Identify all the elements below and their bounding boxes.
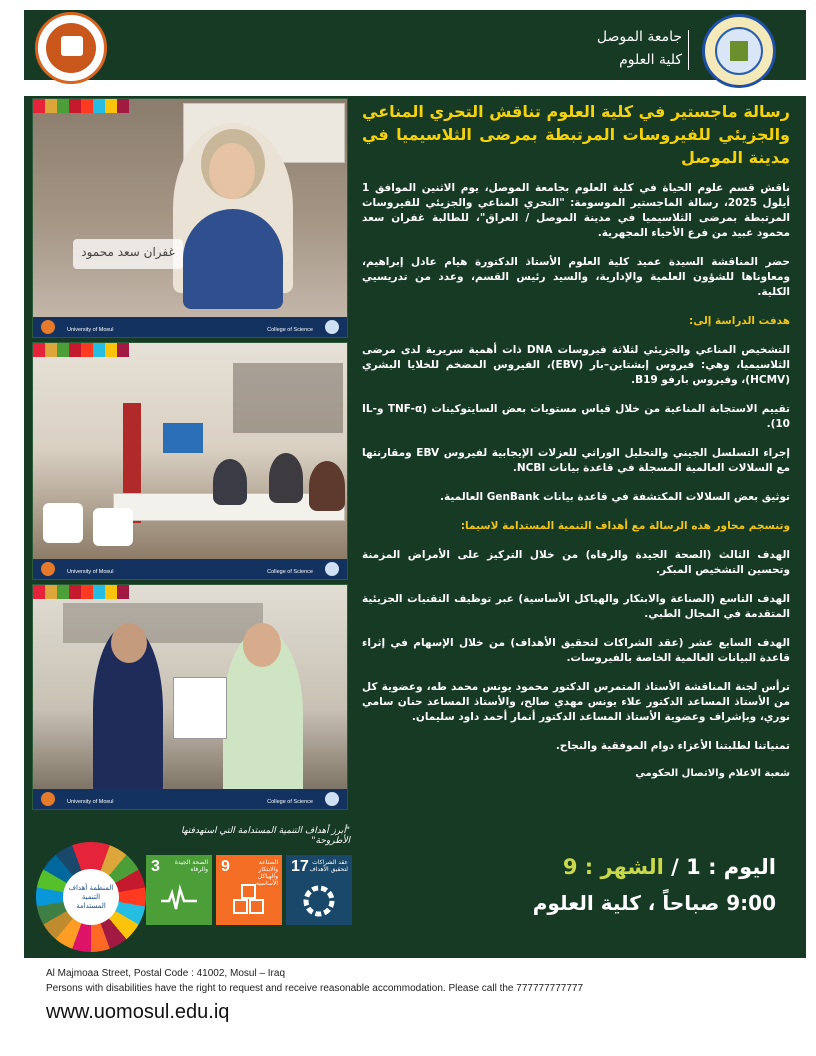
college-emblem-icon — [35, 12, 107, 84]
university-name: جامعة الموصل — [596, 29, 682, 45]
objective-diagnosis: التشخيص المناعي والجزيئي لثلاثة فيروسات DNA ذات أهمية سريرية لدى مرضى الثلاسيميا، وهي: فيروس إبشتاين–بار (EBV)، الفيروس المضخم للخلايا البشري (HCMV)، وفيروس بارفو B19. — [362, 344, 790, 386]
sdg-wheel-icon — [36, 842, 146, 952]
sdg-goal-label: الصناعة والابتكار والهياكل الأساسية — [256, 859, 278, 887]
sdg-heading: وتنسجم محاور هذه الرسالة مع أهداف التنمية المستدامة لاسيما: — [460, 520, 790, 532]
sdg-goal-3-tile — [146, 855, 212, 925]
article-title: رسالة ماجستير في كلية العلوم تناقش التحري المناعي والجزيئي للفيروسات المرتبطة بمرضى الثلاسيميا في مدينة الموصل — [362, 102, 790, 167]
objectives-heading: هدفت الدراسة إلى: — [689, 315, 790, 327]
nameplate-text: غفران سعد محمود — [81, 245, 175, 259]
banner-college-text: College of Science — [267, 799, 313, 805]
sdg-goal-label: عقد الشراكات لتحقيق الأهداف — [309, 859, 348, 873]
sdg-caption: "أبرز أهداف التنمية المستدامة التي استهدفتها الأطروحة" — [180, 826, 350, 846]
sdg-goal-17-tile — [286, 855, 352, 925]
banner-university-text: University of Mosul — [67, 327, 114, 333]
partnership-ring-icon — [299, 883, 339, 919]
header-divider — [688, 30, 689, 70]
paragraph-attendance: حضر المناقشة السيدة عميد كلية العلوم الأستاذ الدكتورة هيام عادل إبراهيم، ومعاوناها للشؤون العلمية والإدارية، والسيد رئيس القسم، وعدد من تدريسيي الكلية. — [362, 256, 790, 298]
goal-three-text: الهدف الثالث (الصحة الجيدة والرفاه) من خلال التركيز على الأمراض المزمنة وتحسين التشخيص المبكر. — [362, 549, 790, 576]
photo-banner — [33, 317, 347, 337]
goal-nine-text: الهدف التاسع (الصناعة والابتكار والهياكل الأساسية) عبر توظيف التقنيات الجزيئية المتقدمة في المجال الطبي. — [362, 593, 790, 620]
objective-genbank: توثيق بعض السلالات المكتشفة في قاعدة بيانات GenBank العالمية. — [440, 491, 790, 503]
date-line — [563, 855, 776, 879]
sdg-color-strip — [33, 99, 129, 113]
heartbeat-icon — [159, 883, 199, 913]
website-link[interactable]: www.uomosul.edu.iq — [46, 1001, 230, 1023]
sdg-goal-number: 17 — [291, 858, 309, 875]
sdg-wheel-text: المنظمة أهداف التنمية المستدامة — [68, 883, 114, 910]
objective-immune-response: تقييم الاستجابة المناعية من خلال قياس مستويات بعض السايتوكينات (TNF-α وIL-10). — [362, 403, 790, 430]
cubes-icon — [229, 883, 269, 919]
student-portrait-photo — [32, 98, 348, 338]
committee-photo — [32, 342, 348, 580]
day-label: اليوم : 1 / — [671, 855, 776, 879]
media-department: شعبة الاعلام والاتصال الحكومي — [635, 768, 790, 779]
goal-seventeen-text: الهدف السابع عشر (عقد الشراكات لتحقيق الأهداف) من خلال الإسهام في إثراء قاعدة البيانات العالمية الخاصة بالفيروسات. — [362, 637, 790, 664]
sdg-goal-label: الصحة الجيدة والرفاه — [174, 859, 208, 873]
footer-address: Al Majmoaa Street, Postal Code : 41002, Mosul – Iraq — [46, 968, 286, 979]
banner-university-text: University of Mosul — [67, 799, 114, 805]
month-label: الشهر : 9 — [562, 855, 664, 879]
photo-banner — [33, 559, 347, 579]
university-emblem-icon — [702, 14, 776, 88]
photo-banner — [33, 789, 347, 809]
sdg-goal-number: 9 — [221, 858, 230, 875]
banner-college-text: College of Science — [267, 327, 313, 333]
banner-college-text: College of Science — [267, 569, 313, 575]
footer-accessibility-note: Persons with disabilities have the right to request and receive reasonable accommodation. Please call the 777777777777 — [46, 983, 584, 994]
sdg-color-strip — [33, 585, 129, 599]
paragraph-intro: ناقش قسم علوم الحياة في كلية العلوم بجامعة الموصل، يوم الاثنين الموافق 1 أيلول 2025، رسالة الماجستير الموسومة: "التحري المناعي والجزيئي للفيروسات المرتبطة بمرضى الثلاسيميا في مدينة الموصل / العراق"، للطالبة غفران سعد محمود عبيد من فرع الأحياء المجهرية. — [362, 182, 790, 239]
article-body — [362, 100, 790, 783]
paragraph-wishes: تمنياتنا لطلبتنا الأعزاء دوام الموفقية والنجاح. — [555, 740, 790, 752]
banner-university-text: University of Mosul — [67, 569, 114, 575]
objective-sequencing: إجراء التسلسل الجيني والتحليل الوراثي للعزلات الإيجابية لفيروس EBV ومقارنتها مع السلالات العالمية المسجلة في قاعدة بيانات NCBI. — [362, 447, 790, 474]
sdg-color-strip — [33, 343, 129, 357]
sdg-goal-9-tile — [216, 855, 282, 925]
paragraph-committee: ترأس لجنة المناقشة الأستاذ المتمرس الدكتور محمود يونس محمد طه، وعضوية كل من الأستاذ المساعد الدكتور علاء يونس مهدي صالح، والأستاذ المساعد حنان سامي نوري، وبإشراف وعضوية الأستاذ المساعد الدكتور أنمار أحمد داود سليمان. — [362, 681, 790, 723]
college-name: كلية العلوم — [619, 52, 682, 68]
certificate-photo — [32, 584, 348, 810]
sdg-goal-number: 3 — [151, 858, 160, 875]
time-location: 9:00 صباحاً ، كلية العلوم — [532, 891, 776, 915]
